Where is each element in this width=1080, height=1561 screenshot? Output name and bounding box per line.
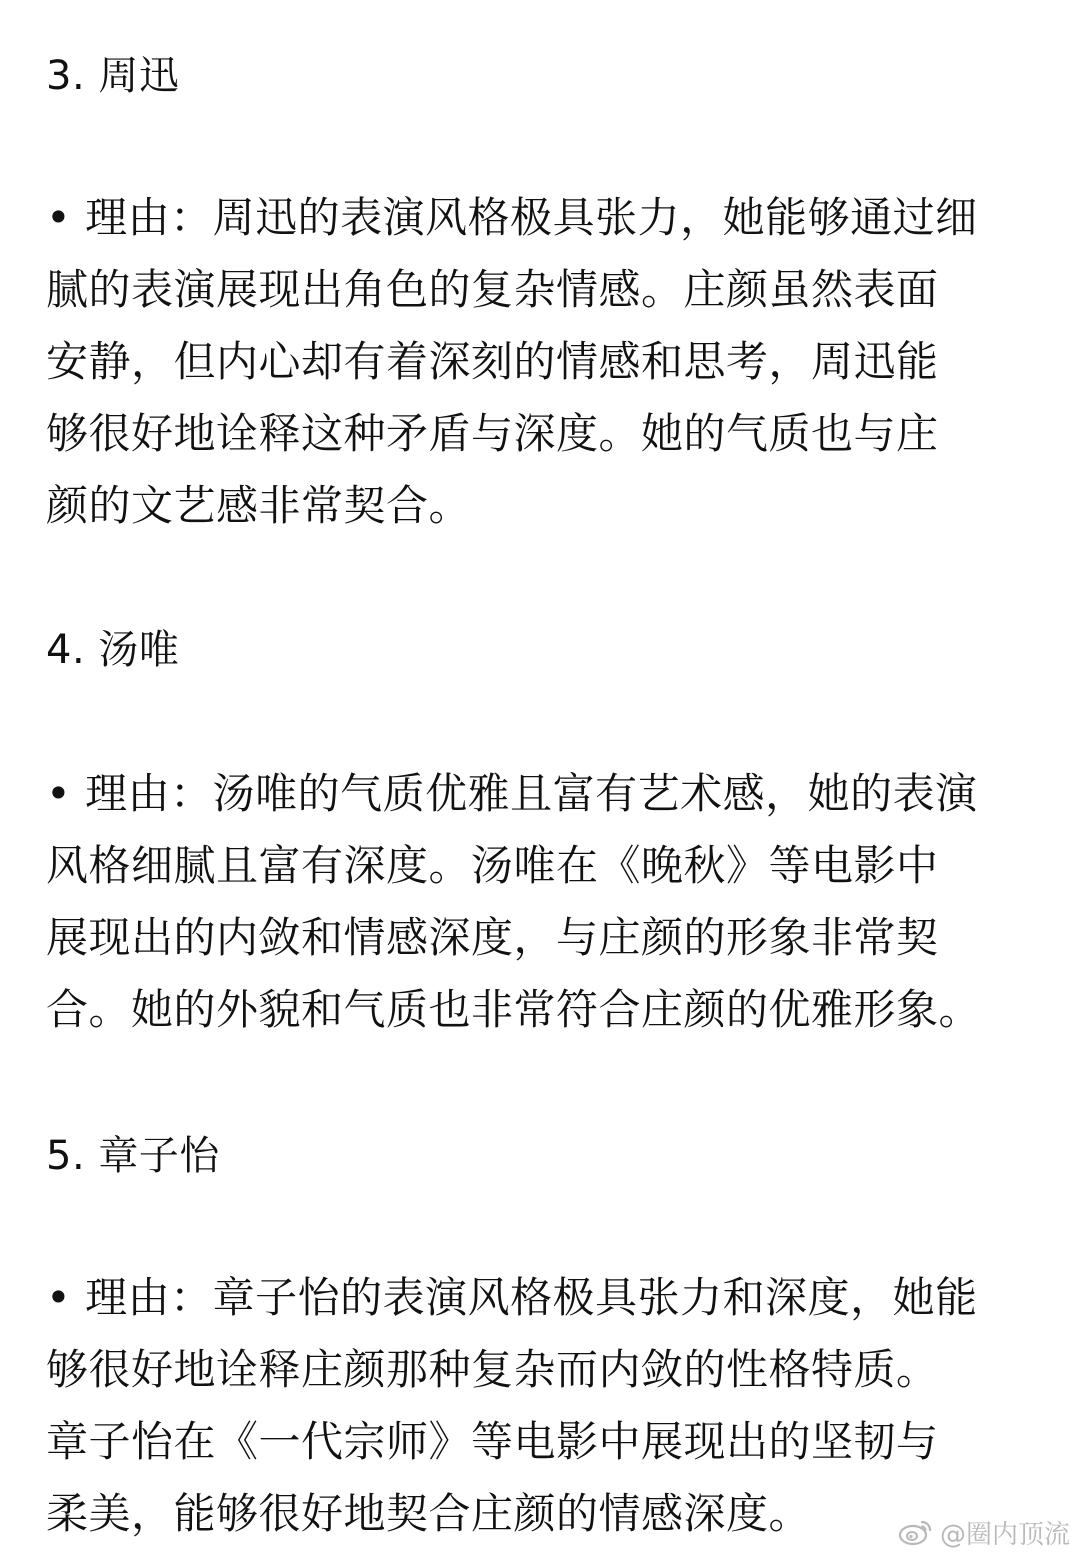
reason-line: • 理由：汤唯的气质优雅且富有艺术感，她的表演 (46, 769, 978, 818)
reason-line: 柔美，能够很好地契合庄颜的情感深度。 (46, 1489, 812, 1538)
reason-line: • 理由：章子怡的表演风格极具张力和深度，她能 (46, 1273, 978, 1322)
reason-line: 风格细腻且富有深度。汤唯在《晚秋》等电影中 (46, 841, 939, 890)
reason-line: 腻的表演展现出角色的复杂情感。庄颜虽然表面 (46, 265, 939, 314)
section-heading-5: 5. 章子怡 (46, 1133, 220, 1179)
reason-line: 章子怡在《一代宗师》等电影中展现出的坚韧与 (46, 1417, 939, 1466)
weibo-logo-icon (898, 1518, 934, 1546)
reason-line: 安静，但内心却有着深刻的情感和思考，周迅能 (46, 337, 939, 386)
reason-line: • 理由：周迅的表演风格极具张力，她能够通过细 (46, 193, 978, 242)
reason-line: 合。她的外貌和气质也非常符合庄颜的优雅形象。 (46, 985, 982, 1034)
reason-line: 够很好地诠释这种矛盾与深度。她的气质也与庄 (46, 409, 939, 458)
watermark (898, 1515, 1070, 1549)
section-heading-3: 3. 周迅 (46, 53, 180, 99)
reason-line: 颜的文艺感非常契合。 (46, 481, 472, 530)
section-heading-4: 4. 汤唯 (46, 627, 180, 673)
reason-line: 够很好地诠释庄颜那种复杂而内敛的性格特质。 (46, 1345, 939, 1394)
reason-line: 展现出的内敛和情感深度，与庄颜的形象非常契 (46, 913, 939, 962)
watermark-text: @圈内顶流 (939, 1519, 1070, 1550)
